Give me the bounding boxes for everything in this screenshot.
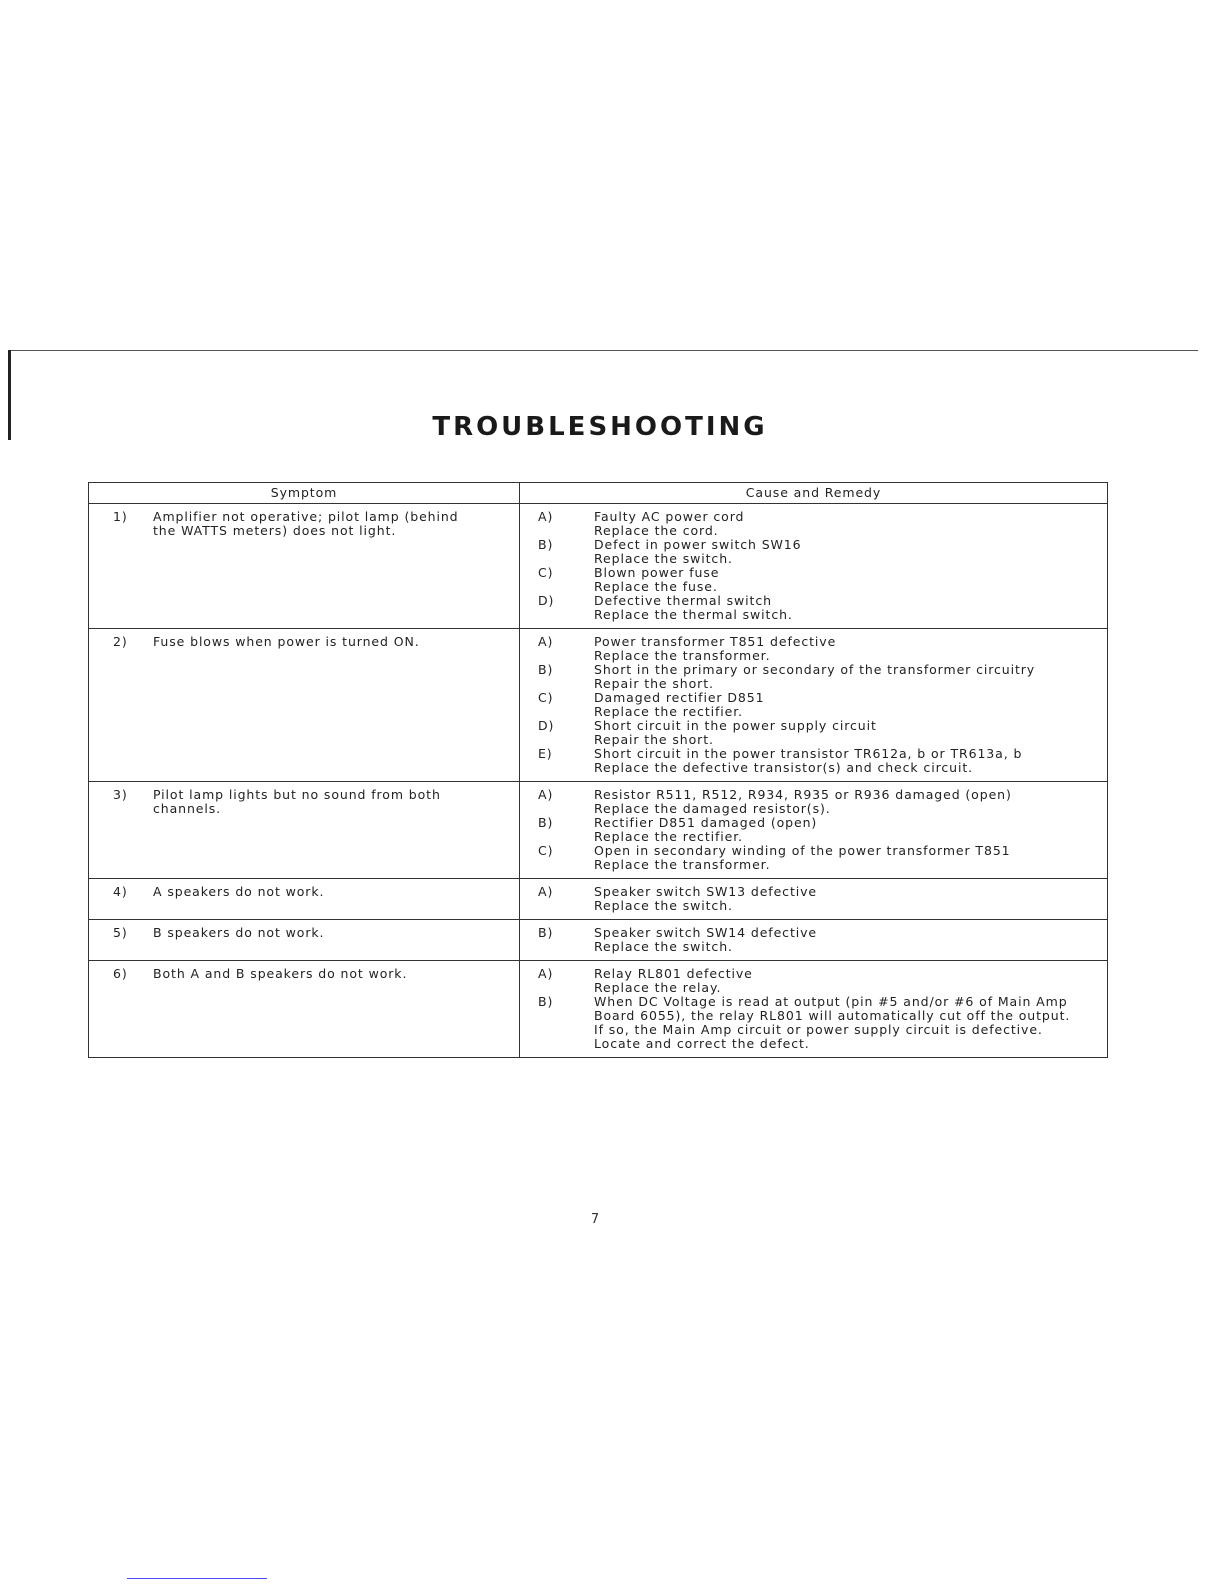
cause-text: Rectifier D851 damaged (open) xyxy=(594,815,818,830)
item-letter: D) xyxy=(538,593,555,608)
top-rule xyxy=(8,350,1198,351)
item-body xyxy=(594,691,1097,719)
cause-text: Defect in power switch SW16 xyxy=(594,537,802,552)
remedy-text: Replace the rectifier. xyxy=(594,704,744,719)
remedy-item xyxy=(538,885,1097,913)
remedy-cell xyxy=(520,782,1108,879)
page-number: 7 xyxy=(590,1212,600,1227)
table-header-row xyxy=(89,483,1108,504)
remedy-item xyxy=(538,967,1097,995)
symptom-cell xyxy=(89,629,520,782)
remedy-text: Replace the switch. xyxy=(594,939,733,954)
remedy-text: Repair the short. xyxy=(594,676,714,691)
item-letter: A) xyxy=(538,787,554,802)
remedy-text: Replace the cord. xyxy=(594,523,719,538)
row-number: 5) xyxy=(113,925,128,940)
table-row xyxy=(89,504,1108,629)
cause-text: Speaker switch SW14 defective xyxy=(594,925,818,940)
remedy-item xyxy=(538,747,1097,775)
cause-text: Relay RL801 defective xyxy=(594,966,753,981)
cause-text: Short circuit in the power supply circuit xyxy=(594,718,877,733)
item-body xyxy=(594,510,1097,538)
symptom-cell xyxy=(89,920,520,961)
item-body xyxy=(594,635,1097,663)
symptom-text: Amplifier not operative; pilot lamp (behind the WATTS meters) does not light. xyxy=(153,509,459,538)
remedy-text: Replace the switch. xyxy=(594,898,733,913)
symptom-text: B speakers do not work. xyxy=(153,925,325,940)
item-body xyxy=(594,816,1097,844)
item-body xyxy=(594,566,1097,594)
remedy-cell xyxy=(520,920,1108,961)
row-number: 3) xyxy=(113,787,128,802)
cause-text: Resistor R511, R512, R934, R935 or R936 damaged (open) xyxy=(594,787,1012,802)
item-body xyxy=(594,538,1097,566)
item-letter: B) xyxy=(538,537,554,552)
symptom-cell xyxy=(89,961,520,1058)
item-body xyxy=(594,885,1097,913)
remedy-item xyxy=(538,926,1097,954)
item-body xyxy=(594,663,1097,691)
item-body xyxy=(594,926,1097,954)
item-body xyxy=(594,788,1097,816)
troubleshooting-table xyxy=(88,482,1108,1058)
remedy-item xyxy=(538,663,1097,691)
table-row xyxy=(89,961,1108,1058)
item-letter: B) xyxy=(538,815,554,830)
cause-text: Faulty AC power cord xyxy=(594,509,745,524)
remedy-header: Cause and Remedy xyxy=(520,483,1108,504)
cause-text: Short in the primary or secondary of the transformer circuitry xyxy=(594,662,1036,677)
remedy-text: Replace the thermal switch. xyxy=(594,607,793,622)
row-number: 6) xyxy=(113,966,128,981)
remedy-text: Replace the fuse. xyxy=(594,579,718,594)
item-letter: D) xyxy=(538,718,555,733)
table-row xyxy=(89,782,1108,879)
item-letter: A) xyxy=(538,966,554,981)
table-row xyxy=(89,920,1108,961)
row-number: 2) xyxy=(113,634,128,649)
remedy-text: Replace the relay. xyxy=(594,980,722,995)
remedy-item xyxy=(538,844,1097,872)
remedy-cell xyxy=(520,879,1108,920)
remedy-text: Repair the short. xyxy=(594,732,714,747)
page-title: TROUBLESHOOTING xyxy=(432,412,768,442)
item-letter: E) xyxy=(538,746,553,761)
table-row xyxy=(89,879,1108,920)
remedy-text: Locate and correct the defect. xyxy=(594,1036,810,1051)
item-letter: B) xyxy=(538,662,554,677)
remedy-item xyxy=(538,816,1097,844)
cause-text: Open in secondary winding of the power transformer T851 xyxy=(594,843,1011,858)
table-row xyxy=(89,629,1108,782)
remedy-item xyxy=(538,566,1097,594)
symptom-text: Fuse blows when power is turned ON. xyxy=(153,634,420,649)
symptom-text: A speakers do not work. xyxy=(153,884,325,899)
remedy-text: Replace the switch. xyxy=(594,551,733,566)
symptom-cell xyxy=(89,504,520,629)
remedy-item xyxy=(538,538,1097,566)
remedy-cell xyxy=(520,961,1108,1058)
remedy-item xyxy=(538,719,1097,747)
item-letter: A) xyxy=(538,884,554,899)
table-body xyxy=(89,504,1108,1058)
item-letter: C) xyxy=(538,690,554,705)
item-letter: B) xyxy=(538,925,554,940)
cause-text: Blown power fuse xyxy=(594,565,720,580)
remedy-text: Replace the rectifier. xyxy=(594,829,744,844)
item-letter: C) xyxy=(538,843,554,858)
remedy-text: Replace the transformer. xyxy=(594,857,771,872)
remedy-text: Replace the damaged resistor(s). xyxy=(594,801,831,816)
remedy-item xyxy=(538,691,1097,719)
item-body xyxy=(594,594,1097,622)
item-letter: A) xyxy=(538,509,554,524)
item-body xyxy=(594,967,1097,995)
symptom-text: Both A and B speakers do not work. xyxy=(153,966,408,981)
symptom-header: Symptom xyxy=(89,483,520,504)
remedy-item xyxy=(538,594,1097,622)
item-body xyxy=(594,844,1097,872)
remedy-cell xyxy=(520,629,1108,782)
item-body xyxy=(594,719,1097,747)
item-letter: B) xyxy=(538,994,554,1009)
remedy-cell xyxy=(520,504,1108,629)
remedy-item xyxy=(538,635,1097,663)
item-letter: A) xyxy=(538,634,554,649)
item-body xyxy=(594,995,1097,1051)
cause-text: Speaker switch SW13 defective xyxy=(594,884,818,899)
remedy-text: If so, the Main Amp circuit or power supply circuit is defective. xyxy=(594,1022,1043,1037)
cause-text: Power transformer T851 defective xyxy=(594,634,837,649)
bottom-link-underline xyxy=(127,1578,267,1579)
cause-text: Short circuit in the power transistor TR612a, b or TR613a, b xyxy=(594,746,1023,761)
row-number: 1) xyxy=(113,509,128,524)
item-body xyxy=(594,747,1097,775)
row-number: 4) xyxy=(113,884,128,899)
item-letter: C) xyxy=(538,565,554,580)
remedy-text: Replace the defective transistor(s) and check circuit. xyxy=(594,760,973,775)
remedy-text: Replace the transformer. xyxy=(594,648,771,663)
symptom-cell xyxy=(89,879,520,920)
cause-text: When DC Voltage is read at output (pin #5 and/or #6 of Main Amp Board 6055), the relay RL801 will automatically cut off the output. xyxy=(594,994,1071,1023)
cause-text: Defective thermal switch xyxy=(594,593,772,608)
remedy-item xyxy=(538,995,1097,1051)
symptom-cell xyxy=(89,782,520,879)
cause-text: Damaged rectifier D851 xyxy=(594,690,765,705)
remedy-item xyxy=(538,510,1097,538)
remedy-item xyxy=(538,788,1097,816)
symptom-text: Pilot lamp lights but no sound from both channels. xyxy=(153,787,441,816)
